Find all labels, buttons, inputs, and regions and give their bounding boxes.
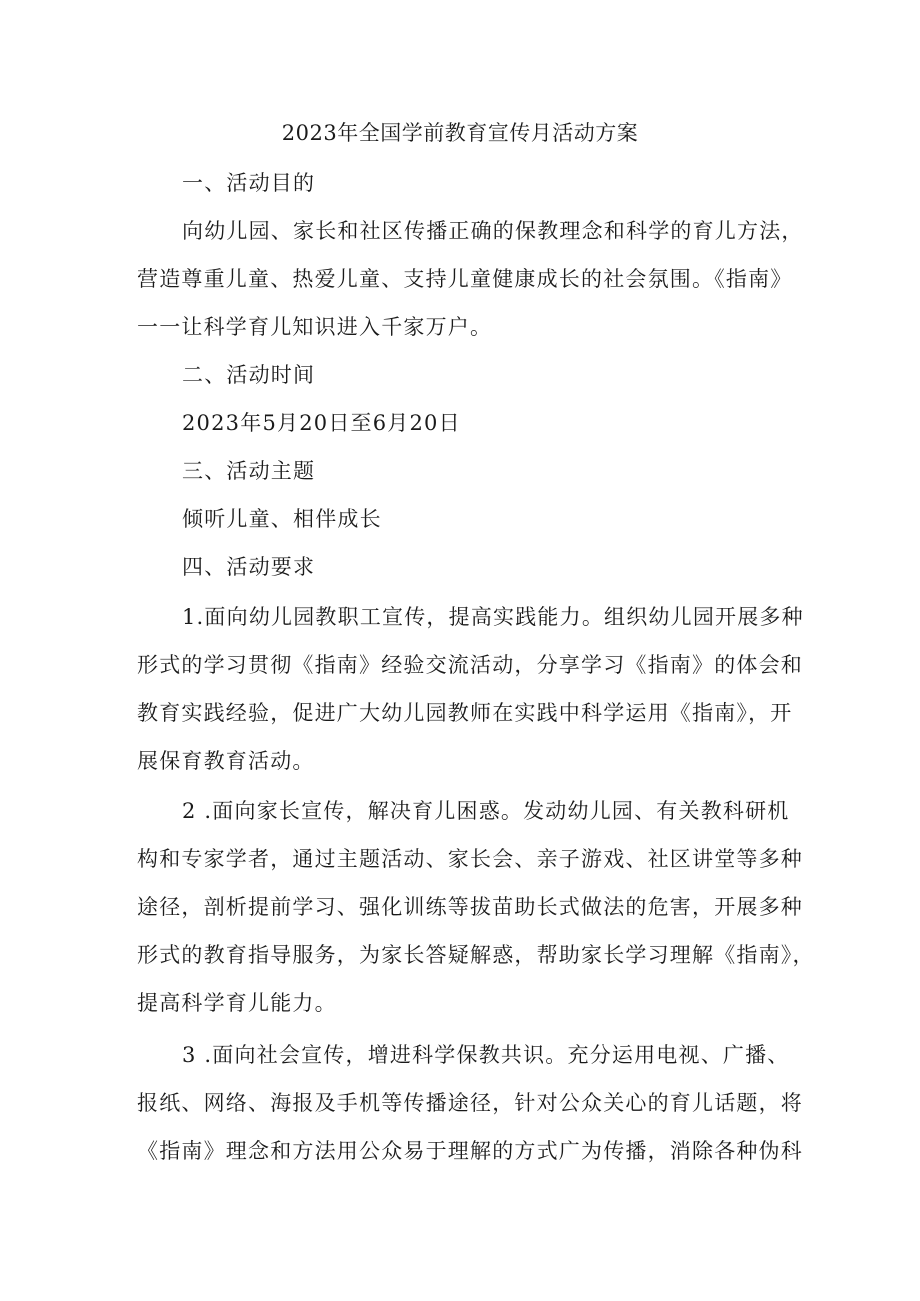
paragraph-line: 构和专家学者，通过主题活动、家长会、亲子游戏、社区讲堂等多种 — [137, 847, 803, 871]
paragraph-line: 报纸、网络、海报及手机等传播途径，针对公众关心的育儿话题，将 — [137, 1091, 803, 1115]
paragraph-line: 营造尊重儿童、热爱儿童、支持儿童健康成长的社会氛围。《指南》 — [137, 267, 793, 291]
section-heading-time: 二、活动时间 — [182, 363, 316, 387]
paragraph-line: 2 .面向家长宣传，解决育儿困惑。发动幼儿园、有关教科研机 — [182, 799, 790, 823]
paragraph-line: 形式的教育指导服务，为家长答疑解惑，帮助家长学习理解《指南》， — [137, 943, 815, 967]
section-heading-theme: 三、活动主题 — [182, 459, 316, 483]
document-title: 2023年全国学前教育宣传月活动方案 — [281, 121, 639, 145]
section-heading-requirements: 四、活动要求 — [182, 555, 316, 579]
section-heading-purpose: 一、活动目的 — [182, 171, 316, 195]
paragraph-line: 1.面向幼儿园教职工宣传，提高实践能力。组织幼儿园开展多种 — [182, 605, 804, 629]
paragraph-line: 《指南》理念和方法用公众易于理解的方式广为传播，消除各种伪科 — [137, 1139, 803, 1163]
paragraph-line: 提高科学育儿能力。 — [137, 991, 337, 1015]
paragraph-line: 2023年5月20日至6月20日 — [182, 411, 461, 435]
paragraph-line: 形式的学习贯彻《指南》经验交流活动，分享学习《指南》的体会和 — [137, 653, 803, 677]
paragraph-line: 倾听儿童、相伴成长 — [182, 507, 382, 531]
paragraph-line: 向幼儿园、家长和社区传播正确的保教理念和科学的育儿方法， — [182, 219, 804, 243]
paragraph-line: 途径，剖析提前学习、强化训练等拔苗助长式做法的危害，开展多种 — [137, 895, 803, 919]
paragraph-line: 教育实践经验，促进广大幼儿园教师在实践中科学运用《指南》，开 — [137, 701, 793, 725]
paragraph-line: 展保育教育活动。 — [137, 749, 315, 773]
paragraph-line: 一一让科学育儿知识进入千家万户。 — [137, 315, 493, 339]
paragraph-line: 3 .面向社会宣传，增进科学保教共识。充分运用电视、广播、 — [182, 1043, 790, 1067]
